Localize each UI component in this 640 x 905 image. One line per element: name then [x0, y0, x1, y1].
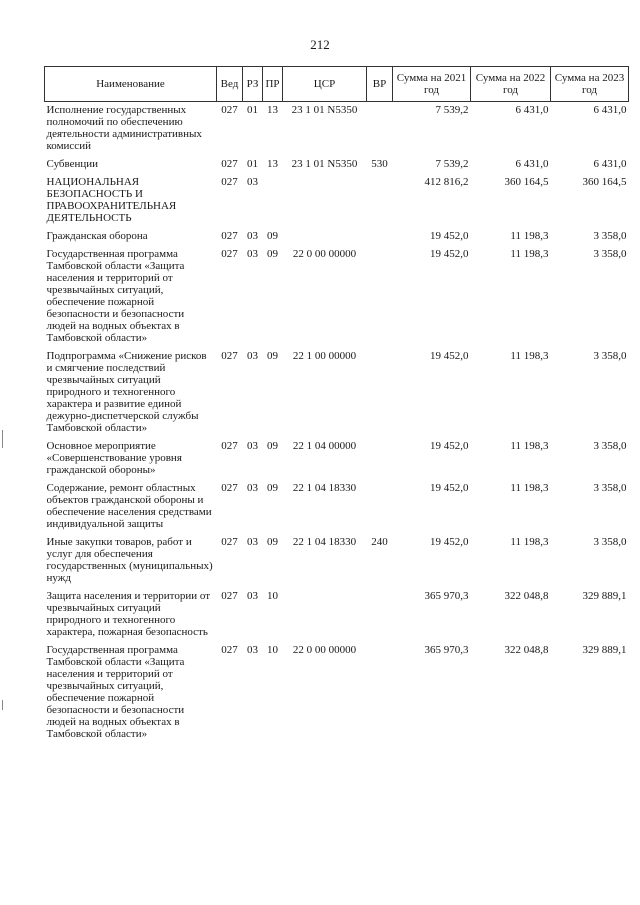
cell-name: Содержание, ремонт областных объектов гражданской обороны и обеспечение населения средствами индивидуальной защиты	[46, 482, 212, 530]
cell-sum-2021: 412 816,2	[424, 176, 469, 188]
cell-sum-2023: 3 358,0	[593, 440, 627, 452]
cell-sum-2022: 322 048,8	[504, 590, 549, 602]
cell-vr	[367, 438, 393, 480]
table-row	[45, 246, 629, 348]
cell-csr: 22 1 04 00000	[292, 440, 357, 452]
cell-sum-2023: 360 164,5	[582, 176, 627, 188]
scan-margin-mark	[2, 700, 3, 710]
cell-vr	[367, 174, 393, 228]
cell-sum-2021: 7 539,2	[435, 158, 469, 170]
cell-vr	[367, 480, 393, 534]
cell-rz: 03	[247, 536, 258, 548]
cell-sum-2021: 19 452,0	[430, 536, 469, 548]
cell-ved: 027	[221, 248, 238, 260]
cell-vr	[367, 348, 393, 438]
cell-rz: 03	[247, 230, 258, 242]
cell-name: Гражданская оборона	[46, 230, 148, 242]
table-row	[45, 588, 629, 642]
cell-sum-2023: 3 358,0	[593, 482, 627, 494]
cell-name: Основное мероприятие «Совершенствование уровня гражданской обороны»	[46, 440, 182, 476]
cell-sum-2023: 6 431,0	[593, 104, 627, 116]
cell-sum-2023: 329 889,1	[582, 644, 627, 656]
cell-pr: 13	[267, 104, 278, 116]
cell-pr: 10	[267, 590, 278, 602]
cell-ved: 027	[221, 104, 238, 116]
cell-name: Иные закупки товаров, работ и услуг для обеспечения государственных (муниципальных) нужд	[46, 536, 213, 584]
header-pr: ПР	[263, 67, 283, 102]
budget-table	[44, 66, 629, 744]
cell-rz: 03	[247, 248, 258, 260]
cell-ved: 027	[221, 590, 238, 602]
cell-sum-2021: 7 539,2	[435, 104, 469, 116]
cell-sum-2022: 11 198,3	[510, 536, 549, 548]
header-name: Наименование	[45, 67, 217, 102]
cell-name: Государственная программа Тамбовской области «Защита населения и территорий от чрезвычайных ситуаций, обеспечение пожарной безопасности и безопасности людей на водных объектах в Тамбовской области»	[46, 644, 185, 740]
cell-ved: 027	[221, 176, 238, 188]
cell-sum-2022: 322 048,8	[504, 644, 549, 656]
cell-sum-2022: 11 198,3	[510, 248, 549, 260]
cell-sum-2022: 6 431,0	[515, 104, 549, 116]
cell-ved: 027	[221, 482, 238, 494]
cell-sum-2022: 6 431,0	[515, 158, 549, 170]
cell-pr: 09	[267, 350, 278, 362]
table-row	[45, 102, 629, 157]
cell-csr: 22 0 00 00000	[292, 248, 357, 260]
cell-pr: 09	[267, 440, 278, 452]
cell-csr	[283, 228, 367, 246]
scan-margin-mark	[2, 430, 3, 448]
cell-sum-2022: 360 164,5	[504, 176, 549, 188]
header-vr: ВР	[367, 67, 393, 102]
cell-sum-2023: 3 358,0	[593, 230, 627, 242]
cell-ved: 027	[221, 158, 238, 170]
cell-sum-2023: 3 358,0	[593, 536, 627, 548]
cell-csr	[283, 588, 367, 642]
cell-pr: 10	[267, 644, 278, 656]
cell-vr	[367, 642, 393, 744]
cell-pr: 13	[267, 158, 278, 170]
cell-sum-2023: 3 358,0	[593, 248, 627, 260]
table-row	[45, 534, 629, 588]
cell-ved: 027	[221, 644, 238, 656]
cell-ved: 027	[221, 350, 238, 362]
cell-rz: 03	[247, 590, 258, 602]
table-row	[45, 174, 629, 228]
table-row	[45, 348, 629, 438]
cell-sum-2021: 19 452,0	[430, 482, 469, 494]
cell-csr: 23 1 01 N5350	[291, 158, 358, 170]
cell-vr	[367, 102, 393, 157]
cell-pr: 09	[267, 230, 278, 242]
cell-sum-2022: 11 198,3	[510, 440, 549, 452]
table-row	[45, 480, 629, 534]
table-row	[45, 228, 629, 246]
cell-pr: 09	[267, 536, 278, 548]
cell-pr	[263, 174, 283, 228]
cell-rz: 03	[247, 644, 258, 656]
cell-csr	[283, 174, 367, 228]
header-sum-2023: Сумма на 2023 год	[551, 67, 629, 102]
cell-vr	[367, 588, 393, 642]
cell-name: Подпрограмма «Снижение рисков и смягчение последствий чрезвычайных ситуаций природного и техногенного характера и развитие единой дежурно-диспетчерской службы Тамбовской области»	[46, 350, 207, 434]
cell-rz: 03	[247, 176, 258, 188]
cell-sum-2022: 11 198,3	[510, 230, 549, 242]
header-csr: ЦСР	[283, 67, 367, 102]
cell-rz: 01	[247, 104, 258, 116]
table-row	[45, 642, 629, 744]
cell-sum-2023: 6 431,0	[593, 158, 627, 170]
cell-rz: 01	[247, 158, 258, 170]
cell-sum-2023: 3 358,0	[593, 350, 627, 362]
cell-vr	[367, 246, 393, 348]
cell-vr: 240	[371, 536, 388, 548]
cell-pr: 09	[267, 248, 278, 260]
header-rz: РЗ	[243, 67, 263, 102]
table-row	[45, 438, 629, 480]
cell-name: Защита населения и территории от чрезвычайных ситуаций природного и техногенного характера, пожарная безопасность	[46, 590, 211, 638]
cell-sum-2021: 365 970,3	[424, 590, 469, 602]
cell-csr: 22 1 00 00000	[292, 350, 357, 362]
cell-csr: 22 1 04 18330	[292, 536, 357, 548]
page-number: 212	[310, 37, 330, 52]
cell-ved: 027	[221, 440, 238, 452]
cell-sum-2021: 19 452,0	[430, 440, 469, 452]
header-sum-2021: Сумма на 2021 год	[393, 67, 471, 102]
table-row	[45, 156, 629, 174]
cell-csr: 22 1 04 18330	[292, 482, 357, 494]
cell-rz: 03	[247, 350, 258, 362]
cell-csr: 22 0 00 00000	[292, 644, 357, 656]
cell-name: Субвенции	[46, 158, 99, 170]
cell-sum-2022: 11 198,3	[510, 482, 549, 494]
cell-ved: 027	[221, 230, 238, 242]
cell-rz: 03	[247, 440, 258, 452]
cell-sum-2021: 19 452,0	[430, 248, 469, 260]
cell-sum-2022: 11 198,3	[510, 350, 549, 362]
cell-csr: 23 1 01 N5350	[291, 104, 358, 116]
cell-sum-2021: 365 970,3	[424, 644, 469, 656]
cell-pr: 09	[267, 482, 278, 494]
cell-sum-2023: 329 889,1	[582, 590, 627, 602]
cell-ved: 027	[221, 536, 238, 548]
cell-vr	[367, 228, 393, 246]
cell-sum-2021: 19 452,0	[430, 350, 469, 362]
cell-name: НАЦИОНАЛЬНАЯ БЕЗОПАСНОСТЬ И ПРАВООХРАНИТЕЛЬНАЯ ДЕЯТЕЛЬНОСТЬ	[46, 176, 177, 224]
cell-name: Исполнение государственных полномочий по обеспечению деятельности административных комиссий	[46, 104, 202, 152]
cell-vr: 530	[371, 158, 388, 170]
cell-sum-2021: 19 452,0	[430, 230, 469, 242]
cell-name: Государственная программа Тамбовской области «Защита населения и территорий от чрезвычайных ситуаций, обеспечение пожарной безопасности и безопасности людей на водных объектах в Тамбовской области»	[46, 248, 185, 344]
header-ved: Вед	[217, 67, 243, 102]
table-header-row	[45, 67, 629, 102]
cell-rz: 03	[247, 482, 258, 494]
header-sum-2022: Сумма на 2022 год	[471, 67, 551, 102]
